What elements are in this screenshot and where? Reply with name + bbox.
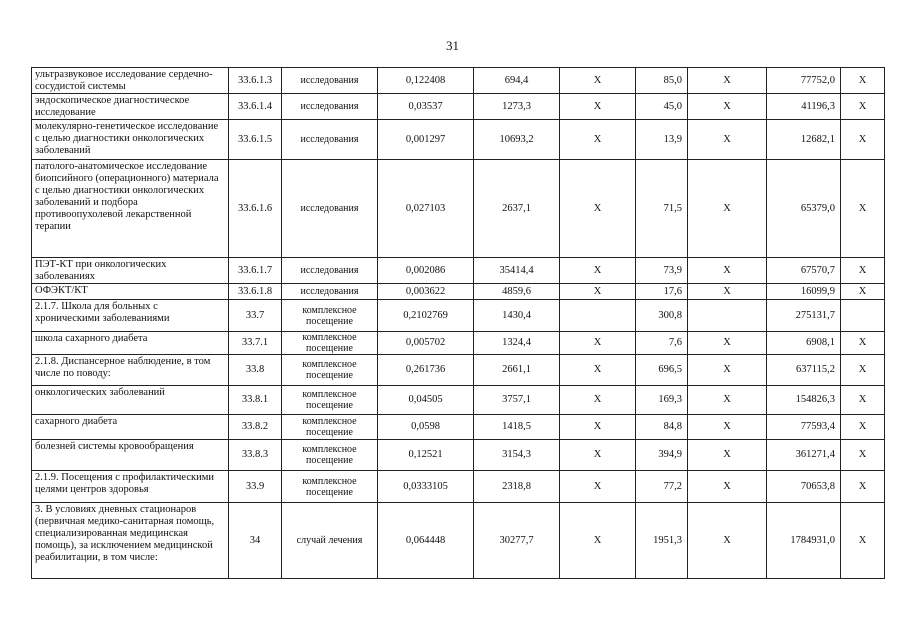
- col9-cell: 12682,1: [767, 120, 841, 160]
- col10-cell: X: [841, 120, 885, 160]
- name-cell: ПЭТ-КТ при онкологических заболеваниях: [32, 258, 229, 284]
- name-cell: ОФЭКТ/КТ: [32, 284, 229, 300]
- col6-cell: X: [560, 386, 636, 415]
- col7-cell: 71,5: [636, 160, 688, 258]
- col6-cell: X: [560, 120, 636, 160]
- cost-cell: 10693,2: [474, 120, 560, 160]
- unit-cell: исследования: [282, 284, 378, 300]
- volume-cell: 0,03537: [378, 94, 474, 120]
- table-row: [32, 300, 885, 332]
- cost-cell: 35414,4: [474, 258, 560, 284]
- code-cell: 33.7.1: [229, 332, 282, 355]
- code-cell: 33.9: [229, 471, 282, 503]
- col7-cell: 394,9: [636, 440, 688, 471]
- table-row: [32, 386, 885, 415]
- code-cell: 33.6.1.4: [229, 94, 282, 120]
- name-cell: молекулярно-генетическое исследование с целью диагностики онкологических заболеваний: [32, 120, 229, 160]
- col9-cell: 67570,7: [767, 258, 841, 284]
- col7-cell: 17,6: [636, 284, 688, 300]
- col7-cell: 77,2: [636, 471, 688, 503]
- col9-cell: 70653,8: [767, 471, 841, 503]
- table-row: [32, 160, 885, 258]
- col9-cell: 41196,3: [767, 94, 841, 120]
- col8-cell: X: [688, 120, 767, 160]
- unit-cell: исследования: [282, 160, 378, 258]
- col10-cell: X: [841, 68, 885, 94]
- cost-cell: 1324,4: [474, 332, 560, 355]
- col6-cell: X: [560, 440, 636, 471]
- unit-cell: случай лечения: [282, 503, 378, 579]
- unit-cell: исследования: [282, 258, 378, 284]
- col9-cell: 6908,1: [767, 332, 841, 355]
- col7-cell: 169,3: [636, 386, 688, 415]
- col10-cell: X: [841, 355, 885, 386]
- volume-cell: 0,001297: [378, 120, 474, 160]
- col9-cell: 637115,2: [767, 355, 841, 386]
- col10-cell: X: [841, 258, 885, 284]
- col7-cell: 696,5: [636, 355, 688, 386]
- code-cell: 33.7: [229, 300, 282, 332]
- col7-cell: 85,0: [636, 68, 688, 94]
- col10-cell: X: [841, 471, 885, 503]
- col10-cell: X: [841, 284, 885, 300]
- code-cell: 33.6.1.6: [229, 160, 282, 258]
- table-row: [32, 471, 885, 503]
- volume-cell: 0,0333105: [378, 471, 474, 503]
- volume-cell: 0,003622: [378, 284, 474, 300]
- col7-cell: 45,0: [636, 94, 688, 120]
- col8-cell: X: [688, 160, 767, 258]
- col9-cell: 65379,0: [767, 160, 841, 258]
- col7-cell: 300,8: [636, 300, 688, 332]
- col9-cell: 77593,4: [767, 415, 841, 440]
- col8-cell: X: [688, 332, 767, 355]
- col8-cell: X: [688, 503, 767, 579]
- col9-cell: 361271,4: [767, 440, 841, 471]
- unit-cell: исследования: [282, 68, 378, 94]
- cost-cell: 2637,1: [474, 160, 560, 258]
- volume-cell: 0,005702: [378, 332, 474, 355]
- col10-cell: X: [841, 415, 885, 440]
- code-cell: 33.6.1.3: [229, 68, 282, 94]
- page-number: 31: [446, 38, 459, 53]
- unit-cell: исследования: [282, 120, 378, 160]
- col8-cell: X: [688, 284, 767, 300]
- data-table: [31, 67, 885, 579]
- code-cell: 33.6.1.5: [229, 120, 282, 160]
- cost-cell: 4859,6: [474, 284, 560, 300]
- col6-cell: X: [560, 68, 636, 94]
- code-cell: 33.8.3: [229, 440, 282, 471]
- cost-cell: 30277,7: [474, 503, 560, 579]
- col10-cell: X: [841, 440, 885, 471]
- col7-cell: 73,9: [636, 258, 688, 284]
- name-cell: патолого-анатомическое исследование биопсийного (операционного) материала с целью диагностики онкологических заболеваний и подбора противоопухолевой лекарственной терапии: [32, 160, 229, 258]
- name-cell: эндоскопическое диагностическое исследование: [32, 94, 229, 120]
- name-cell: онкологических заболеваний: [32, 386, 229, 415]
- col9-cell: 16099,9: [767, 284, 841, 300]
- volume-cell: 0,0598: [378, 415, 474, 440]
- volume-cell: 0,12521: [378, 440, 474, 471]
- unit-cell: комплексное посещение: [282, 355, 378, 386]
- name-cell: школа сахарного диабета: [32, 332, 229, 355]
- table-row: [32, 503, 885, 579]
- col8-cell: [688, 300, 767, 332]
- col7-cell: 7,6: [636, 332, 688, 355]
- col8-cell: X: [688, 94, 767, 120]
- col8-cell: X: [688, 355, 767, 386]
- col10-cell: [841, 300, 885, 332]
- unit-cell: комплексное посещение: [282, 300, 378, 332]
- unit-cell: комплексное посещение: [282, 440, 378, 471]
- col6-cell: X: [560, 503, 636, 579]
- col6-cell: [560, 300, 636, 332]
- unit-cell: исследования: [282, 94, 378, 120]
- col7-cell: 1951,3: [636, 503, 688, 579]
- code-cell: 34: [229, 503, 282, 579]
- col8-cell: X: [688, 258, 767, 284]
- col6-cell: X: [560, 258, 636, 284]
- col8-cell: X: [688, 415, 767, 440]
- name-cell: ультразвуковое исследование сердечно-сосудистой системы: [32, 68, 229, 94]
- col9-cell: 154826,3: [767, 386, 841, 415]
- col10-cell: X: [841, 332, 885, 355]
- code-cell: 33.8.2: [229, 415, 282, 440]
- volume-cell: 0,027103: [378, 160, 474, 258]
- volume-cell: 0,2102769: [378, 300, 474, 332]
- col10-cell: X: [841, 94, 885, 120]
- code-cell: 33.6.1.8: [229, 284, 282, 300]
- cost-cell: 2661,1: [474, 355, 560, 386]
- name-cell: 2.1.9. Посещения с профилактическими целями центров здоровья: [32, 471, 229, 503]
- col6-cell: X: [560, 94, 636, 120]
- name-cell: болезней системы кровообращения: [32, 440, 229, 471]
- col9-cell: 1784931,0: [767, 503, 841, 579]
- cost-cell: 3154,3: [474, 440, 560, 471]
- volume-cell: 0,002086: [378, 258, 474, 284]
- cost-cell: 694,4: [474, 68, 560, 94]
- col6-cell: X: [560, 332, 636, 355]
- col9-cell: 77752,0: [767, 68, 841, 94]
- cost-cell: 3757,1: [474, 386, 560, 415]
- col6-cell: X: [560, 284, 636, 300]
- col10-cell: X: [841, 386, 885, 415]
- col8-cell: X: [688, 440, 767, 471]
- name-cell: 3. В условиях дневных стационаров (первичная медико-санитарная помощь, специализированная медицинская помощь), за исключением медицинской реабилитации, в том числе:: [32, 503, 229, 579]
- code-cell: 33.8: [229, 355, 282, 386]
- name-cell: 2.1.7. Школа для больных с хроническими заболеваниями: [32, 300, 229, 332]
- table-row: [32, 440, 885, 471]
- cost-cell: 1430,4: [474, 300, 560, 332]
- volume-cell: 0,04505: [378, 386, 474, 415]
- col6-cell: X: [560, 355, 636, 386]
- table-row: [32, 120, 885, 160]
- unit-cell: комплексное посещение: [282, 386, 378, 415]
- unit-cell: комплексное посещение: [282, 332, 378, 355]
- col9-cell: 275131,7: [767, 300, 841, 332]
- table-row: [32, 415, 885, 440]
- cost-cell: 2318,8: [474, 471, 560, 503]
- col6-cell: X: [560, 160, 636, 258]
- unit-cell: комплексное посещение: [282, 471, 378, 503]
- table-row: [32, 355, 885, 386]
- table-row: [32, 284, 885, 300]
- table-row: [32, 258, 885, 284]
- col10-cell: X: [841, 160, 885, 258]
- volume-cell: 0,064448: [378, 503, 474, 579]
- col6-cell: X: [560, 415, 636, 440]
- table-row: [32, 94, 885, 120]
- table-row: [32, 68, 885, 94]
- table-row: [32, 332, 885, 355]
- volume-cell: 0,261736: [378, 355, 474, 386]
- code-cell: 33.6.1.7: [229, 258, 282, 284]
- col6-cell: X: [560, 471, 636, 503]
- col8-cell: X: [688, 68, 767, 94]
- name-cell: сахарного диабета: [32, 415, 229, 440]
- name-cell: 2.1.8. Диспансерное наблюдение, в том числе по поводу:: [32, 355, 229, 386]
- col8-cell: X: [688, 386, 767, 415]
- cost-cell: 1418,5: [474, 415, 560, 440]
- col7-cell: 84,8: [636, 415, 688, 440]
- cost-cell: 1273,3: [474, 94, 560, 120]
- col10-cell: X: [841, 503, 885, 579]
- code-cell: 33.8.1: [229, 386, 282, 415]
- col8-cell: X: [688, 471, 767, 503]
- volume-cell: 0,122408: [378, 68, 474, 94]
- unit-cell: комплексное посещение: [282, 415, 378, 440]
- col7-cell: 13,9: [636, 120, 688, 160]
